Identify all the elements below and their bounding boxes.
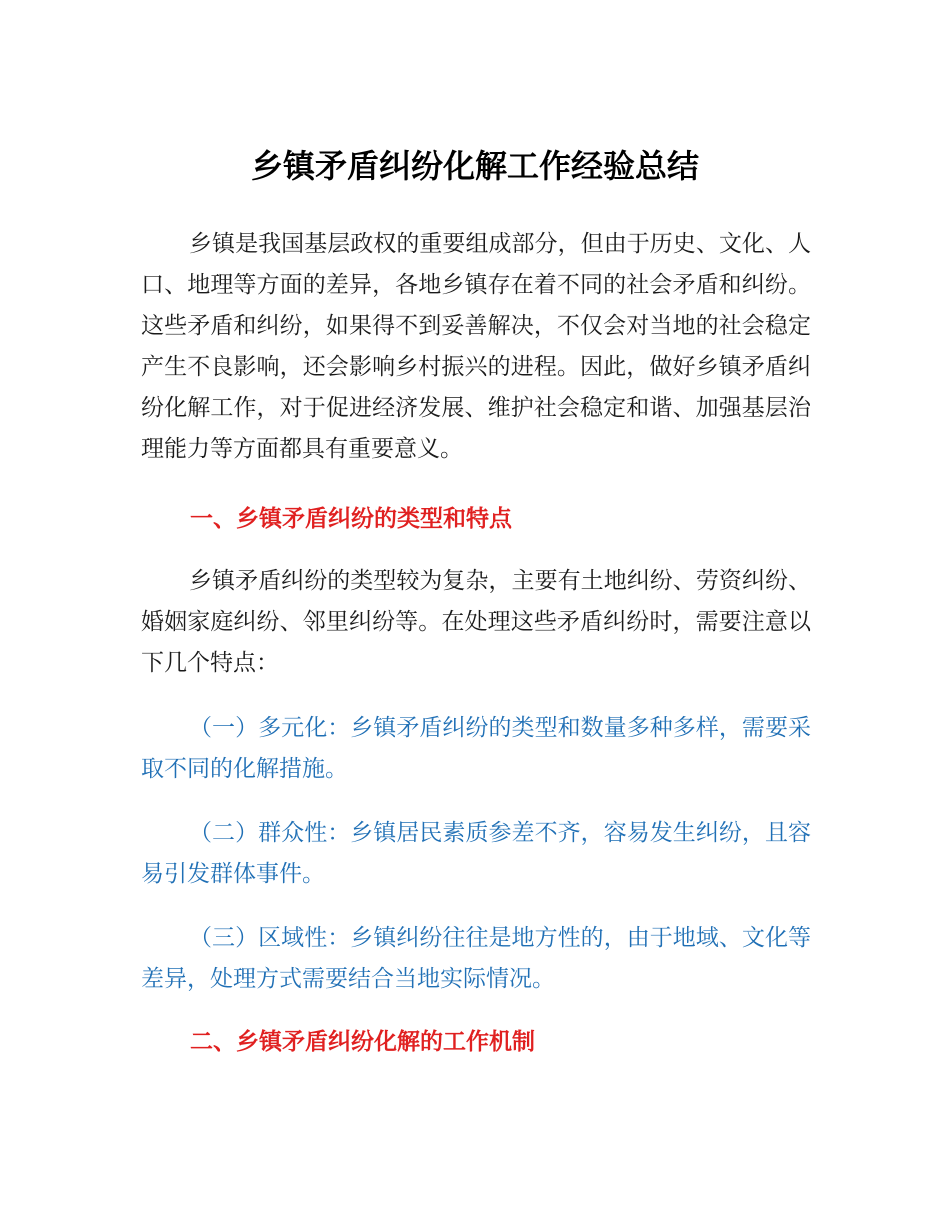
section-1-heading: 一、乡镇矛盾纠纷的类型和特点 <box>190 506 512 532</box>
section-2-heading: 二、乡镇矛盾纠纷化解的工作机制 <box>190 1029 535 1055</box>
intro-paragraph: 乡镇是我国基层政权的重要组成部分，但由于历史、文化、人口、地理等方面的差异，各地乡镇存在着不同的社会矛盾和纠纷。这些矛盾和纠纷，如果得不到妥善解决，不仅会对当地的社会稳定产生不良影响，还会影响乡村振兴的进程。因此，做好乡镇矛盾纠纷化解工作，对于促进经济发展、维护社会稳定和谐、加强基层治理能力等方面都具有重要意义。 <box>141 231 811 462</box>
section-1-body: 乡镇矛盾纠纷的类型较为复杂，主要有土地纠纷、劳资纠纷、婚姻家庭纠纷、邻里纠纷等。在处理这些矛盾纠纷时，需要注意以下几个特点： <box>141 568 811 676</box>
feature-item-3: （三）区域性：乡镇纠纷往往是地方性的，由于地域、文化等差异，处理方式需要结合当地实际情况。 <box>141 925 811 992</box>
document-title: 乡镇矛盾纠纷化解工作经验总结 <box>250 147 699 185</box>
feature-item-2: （二）群众性：乡镇居民素质参差不齐，容易发生纠纷，且容易引发群体事件。 <box>141 820 811 887</box>
feature-item-1: （一）多元化：乡镇矛盾纠纷的类型和数量多种多样，需要采取不同的化解措施。 <box>141 715 811 782</box>
